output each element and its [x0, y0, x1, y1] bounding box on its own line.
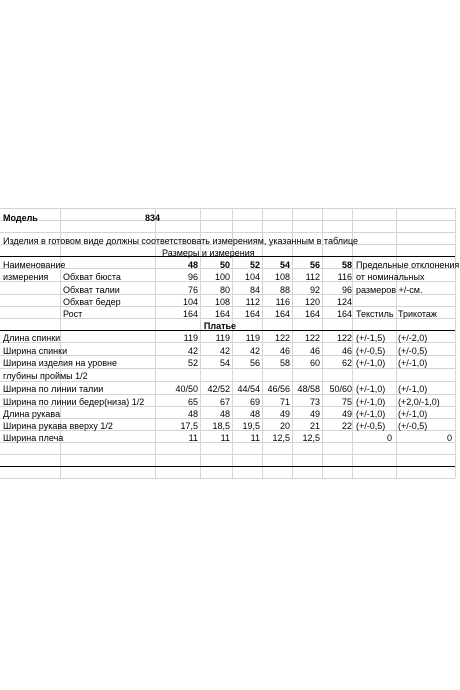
- measurement-value: 48: [249, 409, 260, 419]
- size-header: 52: [249, 260, 260, 270]
- measurement-value: 104: [182, 297, 198, 307]
- measurement-label: Ширина изделия на уровне: [3, 358, 117, 368]
- measurement-value: 42: [187, 346, 198, 356]
- measurement-value: 22: [341, 421, 352, 431]
- row-line: [0, 232, 455, 233]
- measurement-value: 48: [219, 409, 230, 419]
- deviation-textile: (+/-1,0): [356, 358, 386, 368]
- measurement-value: 12,5: [272, 433, 290, 443]
- deviation-knit: Трикотаж: [398, 309, 437, 319]
- measurement-value: 71: [279, 397, 290, 407]
- deviation-knit: (+/-1,0): [398, 384, 428, 394]
- size-header: 48: [187, 260, 198, 270]
- sizes-header: Размеры и измерения: [162, 248, 255, 258]
- measurement-value: 58: [279, 358, 290, 368]
- measurement-value: 124: [336, 297, 352, 307]
- measurement-value: 122: [274, 333, 290, 343]
- deviation-textile: (+/-0,5): [356, 346, 386, 356]
- deviation-textile: (+/-0,5): [356, 421, 386, 431]
- measurement-value: 56: [249, 358, 260, 368]
- measurement-value: 108: [274, 272, 290, 282]
- row-line: [0, 478, 455, 479]
- measurement-label: Длина спинки: [3, 333, 61, 343]
- measurement-value: 21: [309, 421, 320, 431]
- measurement-value: 11: [188, 433, 198, 443]
- measurement-label: Рост: [63, 309, 83, 319]
- measurement-value: 46: [279, 346, 290, 356]
- measurement-value: 49: [309, 409, 320, 419]
- measurement-value: 46/56: [267, 384, 290, 394]
- measurement-value: 48/58: [297, 384, 320, 394]
- measurement-value: 119: [215, 333, 230, 343]
- size-header: 56: [309, 260, 320, 270]
- measurement-value: 116: [275, 297, 290, 307]
- measurement-value: 69: [249, 397, 260, 407]
- section-title: Платье: [203, 321, 237, 331]
- measurement-value: 52: [187, 358, 198, 368]
- measurement-value: 54: [219, 358, 230, 368]
- measurement-value: 164: [304, 309, 320, 319]
- measurement-label: Ширина рукава вверху 1/2: [3, 421, 113, 431]
- deviation-knit: (+/-0,5): [398, 421, 428, 431]
- measurement-value: 49: [279, 409, 290, 419]
- measurement-value: 50/60: [329, 384, 352, 394]
- measurement-value: 120: [304, 297, 320, 307]
- measurement-label: глубины проймы 1/2: [3, 371, 88, 381]
- measurement-value: 46: [309, 346, 320, 356]
- measurement-value: 40/50: [175, 384, 198, 394]
- measurement-value: 164: [214, 309, 230, 319]
- measurement-value: 49: [341, 409, 352, 419]
- measurement-value: 60: [309, 358, 320, 368]
- measurement-value: 17,5: [180, 421, 198, 431]
- measurement-value: 65: [187, 397, 198, 407]
- measurement-value: 75: [341, 397, 352, 407]
- measurement-value: 96: [341, 285, 352, 295]
- row-line: [0, 208, 455, 209]
- measurement-value: 12,5: [302, 433, 320, 443]
- measurement-value: 164: [182, 309, 198, 319]
- measurement-label: Обхват бюста: [63, 272, 121, 282]
- deviation-textile: Текстиль: [356, 309, 394, 319]
- deviation-textile: (+/-1,0): [356, 409, 386, 419]
- measurement-value: 73: [309, 397, 320, 407]
- measurement-value: 92: [309, 285, 320, 295]
- measurement-value: 42: [249, 346, 260, 356]
- deviation-knit: 0: [446, 433, 452, 443]
- header-name2: измерения: [3, 272, 49, 282]
- measurement-value: 164: [274, 309, 290, 319]
- size-header: 50: [219, 260, 230, 270]
- measurement-label: Обхват талии: [63, 285, 120, 295]
- measurement-label: Ширина спинки: [3, 346, 68, 356]
- deviation-knit: (+/-2,0): [398, 333, 428, 343]
- measurement-label: Ширина плеча: [3, 433, 64, 443]
- column-line: [352, 208, 353, 478]
- measurement-value: 164: [244, 309, 260, 319]
- measurement-value: 104: [244, 272, 260, 282]
- deviation-header-2: от номинальных: [356, 272, 425, 282]
- deviation-textile: (+/-1,0): [356, 397, 386, 407]
- measurement-value: 76: [187, 285, 198, 295]
- size-header: 58: [341, 260, 352, 270]
- measurement-value: 122: [304, 333, 320, 343]
- header-name: Наименование: [3, 260, 66, 270]
- measurement-value: 80: [219, 285, 230, 295]
- measurement-value: 122: [336, 333, 352, 343]
- model-label: Модель: [3, 213, 38, 223]
- measurement-value: 84: [249, 285, 260, 295]
- measurement-value: 112: [245, 297, 260, 307]
- deviation-header-1: Предельные отклонения: [356, 260, 460, 270]
- column-line: [455, 208, 456, 478]
- deviation-knit: (+/-1,0): [398, 409, 428, 419]
- row-line: [0, 454, 455, 455]
- table-border: [0, 466, 455, 467]
- column-line: [396, 208, 397, 478]
- deviation-textile: (+/-1,5): [356, 333, 386, 343]
- note-text: Изделия в готовом виде должны соответствовать измерениям, указанным в таблице: [3, 236, 359, 246]
- measurement-value: 112: [305, 272, 320, 282]
- measurement-value: 88: [279, 285, 290, 295]
- measurement-value: 18,5: [212, 421, 230, 431]
- measurement-value: 96: [187, 272, 198, 282]
- row-line: [0, 220, 455, 221]
- deviation-knit: (+/-1,0): [398, 358, 428, 368]
- measurement-value: 48: [187, 409, 198, 419]
- measurement-value: 119: [245, 333, 260, 343]
- measurement-label: Ширина по линии бедер(низа) 1/2: [3, 397, 145, 407]
- measurement-value: 108: [214, 297, 230, 307]
- deviation-knit: (+/-0,5): [398, 346, 428, 356]
- measurement-value: 42: [219, 346, 230, 356]
- deviation-textile: 0: [386, 433, 392, 443]
- size-header: 54: [279, 260, 290, 270]
- measurement-value: 62: [341, 358, 352, 368]
- measurement-value: 44/54: [237, 384, 260, 394]
- measurement-value: 119: [183, 333, 198, 343]
- deviation-header-3: размеров +/-см.: [356, 285, 423, 295]
- measurement-value: 67: [219, 397, 230, 407]
- model-value: 834: [145, 213, 161, 223]
- measurement-value: 20: [279, 421, 290, 431]
- measurement-value: 164: [336, 309, 352, 319]
- measurement-value: 19,5: [242, 421, 260, 431]
- deviation-textile: (+/-1,0): [356, 384, 386, 394]
- measurement-value: 100: [214, 272, 230, 282]
- measurement-label: Обхват бедер: [63, 297, 121, 307]
- measurement-label: Длина рукава: [3, 409, 61, 419]
- measurement-value: 46: [341, 346, 352, 356]
- measurement-value: 11: [220, 433, 230, 443]
- measurement-label: Ширина по линии талии: [3, 384, 104, 394]
- deviation-knit: (+2,0/-1,0): [398, 397, 440, 407]
- measurement-value: 11: [250, 433, 260, 443]
- measurement-value: 42/52: [207, 384, 230, 394]
- measurement-value: 116: [337, 272, 352, 282]
- column-line: [155, 208, 156, 478]
